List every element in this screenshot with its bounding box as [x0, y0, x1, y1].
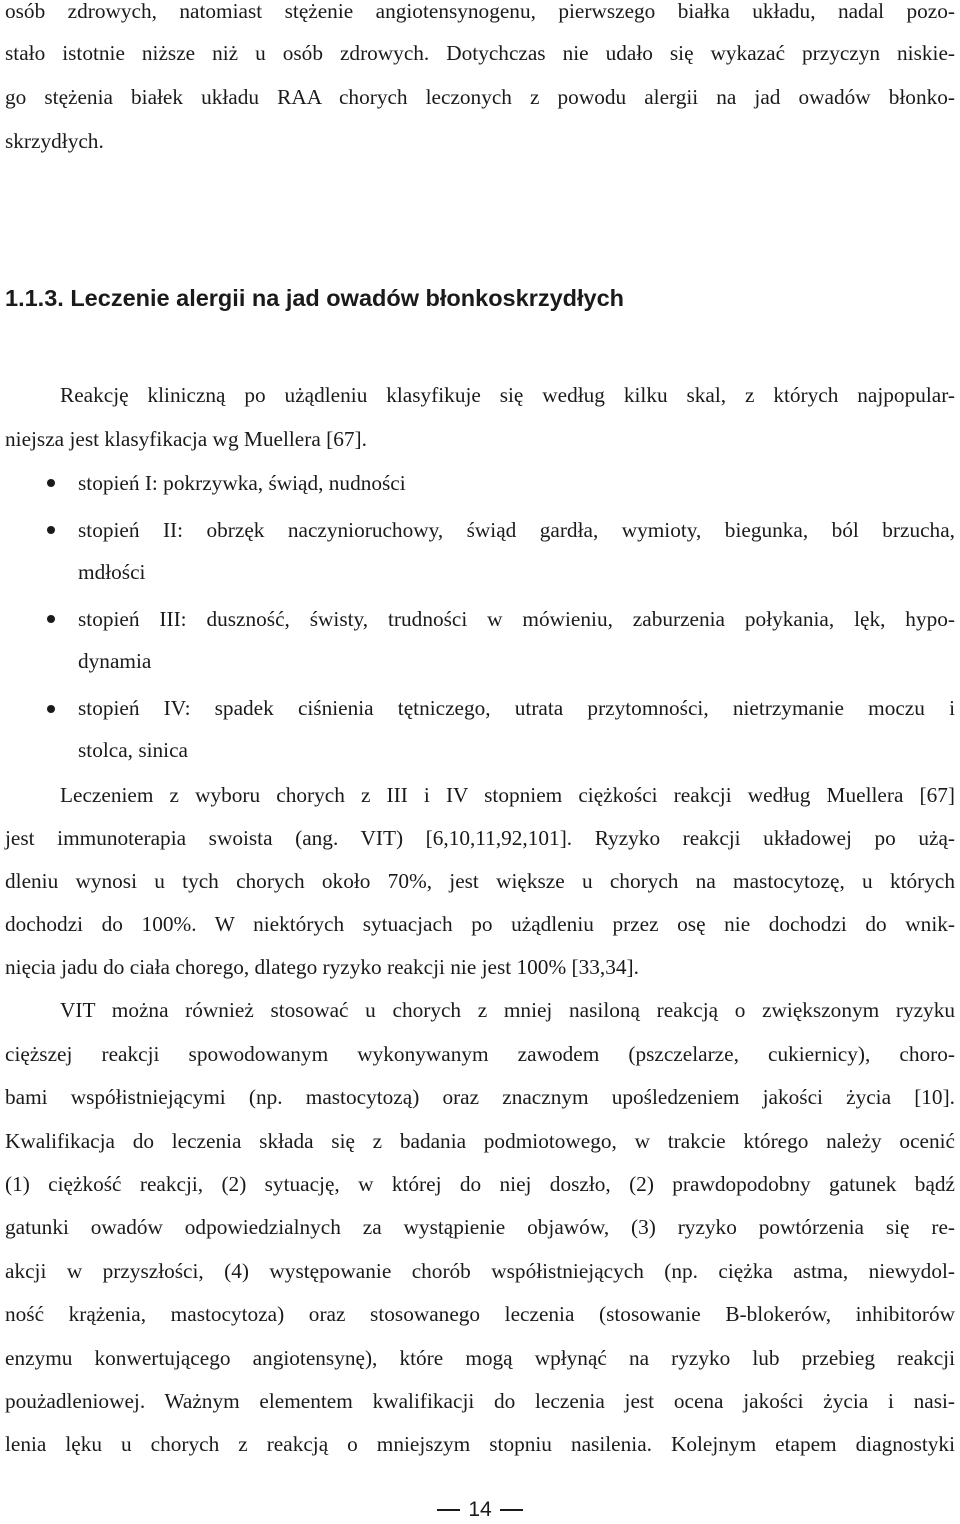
footer-dash-left — [437, 1509, 460, 1511]
intro-line: go stężenia białek układu RAA chorych leczonych z powodu alergii na jad owadów błonko- — [5, 85, 955, 109]
grade-text: mdłości — [78, 560, 146, 584]
vit-line: enzymu konwertującego angiotensynę), które mogą wpłynąć na ryzyko lub przebieg reakcji — [5, 1346, 955, 1370]
grade-text: stopień I: pokrzywka, świąd, nudności — [78, 471, 406, 495]
bullet-icon — [47, 479, 55, 487]
section-heading: 1.1.3. Leczenie alergii na jad owadów błonkoskrzydłych — [5, 285, 625, 311]
page-footer — [0, 1496, 960, 1524]
vit-line: lenia lęku u chorych z reakcją o mniejszym stopniu nasilenia. Kolejnym etapem diagnostyki — [5, 1432, 955, 1456]
treatment-line: nięcia jadu do ciała chorego, dlatego ryzyko reakcji nie jest 100% [33,34]. — [5, 955, 639, 979]
vit-line: akcji w przyszłości, (4) występowanie chorób współistniejących (np. ciężka astma, niewydol- — [5, 1259, 955, 1283]
vit-line: bami współistniejącymi (np. mastocytozą) oraz znacznym upośledzeniem jakości życia [10]. — [5, 1085, 955, 1109]
vit-line: poużadleniowej. Ważnym elementem kwalifikacji do leczenia jest ocena jakości życia i nasi- — [5, 1389, 955, 1413]
bullet-icon — [47, 615, 55, 623]
classification-intro-line: niejsza jest klasyfikacja wg Muellera [67]. — [5, 427, 367, 451]
intro-line: skrzydłych. — [5, 129, 104, 153]
grade-text: dynamia — [78, 649, 152, 673]
grade-text: stolca, sinica — [78, 738, 188, 762]
grade-text: stopień IV: spadek ciśnienia tętniczego, utrata przytomności, nietrzymanie moczu i — [78, 696, 955, 720]
treatment-line: dleniu wynosi u tych chorych około 70%, jest większe u chorych na mastocytozę, u których — [5, 869, 955, 893]
vit-line: cięższej reakcji spowodowanym wykonywanym zawodem (pszczelarze, cukiernicy), choro- — [5, 1042, 955, 1066]
vit-line: VIT można również stosować u chorych z mniej nasiloną reakcją o zwiększonym ryzyku — [60, 998, 955, 1022]
vit-line: gatunki owadów odpowiedzialnych za wystąpienie objawów, (3) ryzyko powtórzenia się re- — [5, 1215, 955, 1239]
intro-line: osób zdrowych, natomiast stężenie angiotensynogenu, pierwszego białka układu, nadal pozo- — [5, 0, 955, 23]
treatment-line: jest immunoterapia swoista (ang. VIT) [6,10,11,92,101]. Ryzyko reakcji układowej po użą- — [5, 826, 955, 850]
vit-line: Kwalifikacja do leczenia składa się z badania podmiotowego, w trakcie którego należy ocenić — [5, 1129, 955, 1153]
bullet-icon — [47, 526, 55, 534]
treatment-line: Leczeniem z wyboru chorych z III i IV stopniem ciężkości reakcji według Muellera [67] — [60, 783, 955, 807]
intro-line: stało istotnie niższe niż u osób zdrowych. Dotychczas nie udało się wykazać przyczyn niskie- — [5, 41, 955, 65]
grade-text: stopień II: obrzęk naczynioruchowy, świąd gardła, wymioty, biegunka, ból brzucha, — [78, 518, 955, 542]
bullet-icon — [47, 705, 55, 713]
vit-line: ność krążenia, mastocytoza) oraz stosowanego leczenia (stosowanie B-blokerów, inhibitorów — [5, 1302, 955, 1326]
treatment-line: dochodzi do 100%. W niektórych sytuacjach po użądleniu przez osę nie dochodzi do wnik- — [5, 912, 955, 936]
vit-line: (1) ciężkość reakcji, (2) sytuację, w której do niej doszło, (2) prawdopodobny gatunek bądź — [5, 1172, 955, 1196]
classification-intro-line: Reakcję kliniczną po użądleniu klasyfikuje się według kilku skal, z których najpopular- — [60, 383, 955, 407]
grade-text: stopień III: duszność, świsty, trudności w mówieniu, zaburzenia połykania, lęk, hypo- — [78, 607, 955, 631]
page-number: 14 — [468, 1498, 492, 1521]
footer-dash-right — [500, 1509, 523, 1511]
